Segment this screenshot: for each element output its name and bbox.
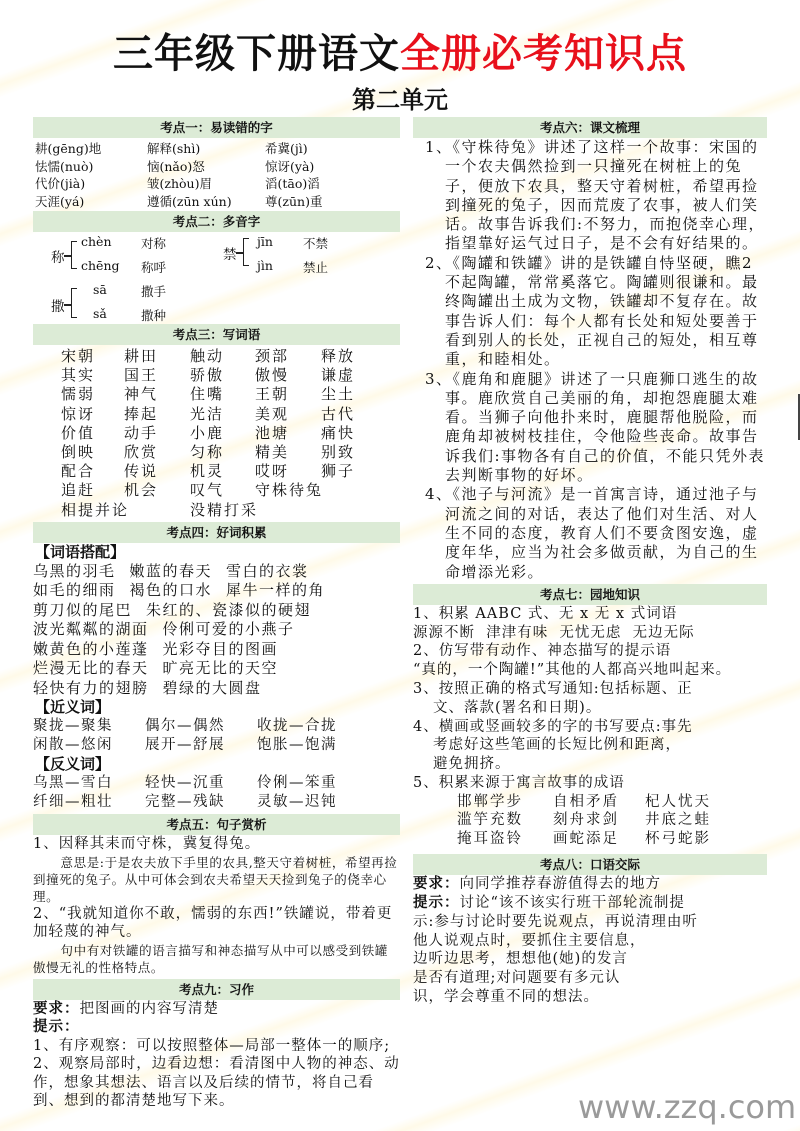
section-heading-3: 考点三：写词语: [33, 324, 400, 345]
sentence-1: 1、因释其耒而守株，冀复得兔。: [33, 836, 261, 853]
oral-tip-line: 边听边思考，想想他(她)的发言: [413, 951, 628, 968]
antonym-pair: 伶俐—笨重: [257, 775, 337, 792]
brace-icon: [71, 241, 77, 269]
garden-item-4-cont: 考虑好这些笔画的长短比例和距离，: [433, 737, 681, 754]
polyphone-word: 禁止: [303, 260, 329, 275]
word: 匀称: [190, 443, 225, 462]
word: 颈部: [255, 347, 290, 365]
garden-item-3-cont: 文、落款(署名和日期)。: [433, 699, 602, 716]
phrase-row: [33, 562, 400, 582]
tips-label: 提示：: [413, 894, 460, 912]
polyphone-word: 称呼: [141, 260, 167, 275]
section-heading-5: 考点五：句子赏析: [33, 814, 400, 835]
watermark: www.zzq.com: [578, 1088, 797, 1126]
word: 尘土: [321, 385, 356, 404]
word: 传说: [124, 462, 159, 481]
writing-tip-1: 1、有序观察：可以按照整体—局部一整体一的顺序;: [33, 1037, 391, 1054]
word: 捧起: [124, 404, 159, 423]
idiom: 邯郸学步: [457, 793, 523, 810]
phrase: 剪刀似的尾巴: [33, 600, 133, 619]
garden-item-3: 3、按照正确的格式写通知:包括标题、正: [413, 681, 693, 698]
phrase: 雪白的衣裳: [226, 561, 309, 580]
idiom: 画蛇添足: [553, 830, 619, 847]
phrase: 烂漫无比的春天: [33, 659, 149, 678]
polyphone-block: [33, 232, 400, 348]
polyphone-char: 撒: [51, 299, 65, 315]
word: 配合: [61, 462, 96, 481]
word: 神气: [124, 385, 159, 404]
polyphone-char: 禁: [223, 247, 237, 263]
brace-tick-icon: [64, 304, 71, 306]
oral-tip-line: 他人说观点时，要抓住主要信息，: [413, 932, 646, 949]
antonym-row: [33, 774, 400, 793]
pinyin-item: 解释(shì): [147, 141, 201, 156]
phrase: 乌黑的羽毛: [33, 561, 116, 580]
phrase: 伶俐可爱的小燕子: [162, 620, 295, 639]
title-red: 全册必考知识点: [400, 30, 687, 77]
item-number: 4、: [425, 485, 453, 504]
phrase: 褐色的口水: [129, 581, 213, 600]
phrase: 轻快有力的翅膀: [33, 678, 149, 697]
antonym-title: 【反义词】: [35, 755, 111, 774]
idiom-grid: [413, 793, 767, 849]
polyphone-word: 对称: [141, 236, 167, 251]
antonym-pair: 完整—残缺: [145, 794, 225, 811]
idiom: 自相矛盾: [553, 793, 619, 810]
synonym-pair: 展开—舒展: [145, 737, 225, 754]
synonym-pair: 闲散—悠闲: [33, 737, 113, 754]
word: 小鹿: [190, 423, 225, 442]
word: 住嘴: [190, 385, 225, 404]
phrase: 光彩夺目的图画: [162, 639, 279, 658]
item-text: 《鹿角和鹿腿》讲述了一只鹿狮口逃生的故事。鹿欣赏自己美丽的角，却抱怨鹿腿太难看。当狮子向他扑来时，鹿腿帮他脱险，而鹿角却被树枝挂住，令他险些丧命。故事告诉我们:事物各有自己的价值，不能只凭外表去判断事物的好坏。: [445, 369, 766, 485]
word: 守株待兔: [255, 481, 324, 500]
phrase: 碧绿的大圆盘: [162, 678, 262, 697]
word: 耕田: [124, 347, 159, 365]
pinyin-item: 怯懦(nuò): [35, 158, 94, 174]
polyphone-word: 撒种: [141, 308, 167, 323]
garden-item-1-words: 源源不断 津津有味 无忧无虑 无边无际: [413, 624, 695, 641]
synonym-pair: 偶尔—偶然: [145, 718, 225, 735]
garden-item-2: 2、仿写带有动作、神态描写的提示语: [413, 643, 672, 660]
garden-item-4-cont: 避免拥挤。: [433, 756, 511, 773]
sentence-2-explanation: 句中有对铁罐的语言描写和神态描写从中可以感受到铁罐傲慢无礼的性格特点。: [33, 942, 389, 975]
text-summary-item: [413, 138, 767, 254]
unit-subtitle: 第二单元: [352, 85, 448, 114]
brace-icon: [71, 288, 77, 318]
word: 池塘: [255, 423, 290, 442]
word: 痛快: [321, 423, 356, 442]
pinyin-item: 尊(zūn)重: [265, 193, 323, 209]
section-heading-6: 考点六：课文梳理: [413, 117, 767, 138]
word: 国王: [124, 366, 159, 385]
text-summary-item: [413, 485, 767, 581]
garden-item-2-example: “真的，一个陶罐!”其他的人都高兴地叫起来。: [413, 662, 732, 679]
section-heading-4: 考点四：好词积累: [33, 522, 400, 543]
word: 精美: [255, 443, 290, 462]
item-text: 《池子与河流》是一首寓言诗，通过池子与河流之间的对话，表达了他们对生活、对人生不同的态度，教育人们不要贪图安逸，虚度年华，应当为社会多做贡献，为自己的生命增添光彩。: [445, 485, 759, 581]
polyphone-pinyin: chèn: [81, 234, 112, 249]
word: 释放: [321, 347, 356, 365]
section-heading-7: 考点七：园地知识: [413, 584, 767, 605]
antonym-pair: 乌黑—雪白: [33, 775, 113, 792]
item-text: 《守株待兔》讲述了这样一个故事：宋国的一个农夫偶然捡到一只撞死在树桩上的兔子，便放下农具，整天守着树桩，希望再捡到撞死的兔子，因而荒废了农事，被人们笑话。故事告诉我们:不努力，而抱侥幸心理，指望靠好运气过日子，是不会有好结果的。: [445, 138, 766, 253]
item-number: 3、: [425, 369, 453, 388]
polyphone-pinyin: sǎ: [93, 306, 107, 321]
polyphone-char: 称: [51, 250, 65, 266]
section-heading-2: 考点二：多音字: [33, 211, 400, 232]
sentence-2: 2、“我就知道你不敢，懦弱的东西!”铁罐说，带着更加轻蔑的神气。: [33, 905, 393, 941]
phrase-row: [33, 659, 400, 679]
antonym-row: [33, 793, 400, 812]
garden-item-5: 5、积累来源于寓言故事的成语: [413, 775, 625, 791]
section-heading-1: 考点一：易读错的字: [33, 117, 400, 138]
word: 骄傲: [190, 366, 225, 385]
idiom: 杯弓蛇影: [645, 830, 711, 847]
oral-requirement: [413, 875, 767, 894]
word: 谦虚: [321, 366, 356, 385]
oral-tip-line: 是否有道理;对问题要有多元认: [413, 970, 621, 987]
text-summary-item: [413, 254, 767, 370]
pinyin-item: 耕(gēng)地: [35, 141, 102, 156]
left-column: [33, 117, 400, 1111]
word: 美观: [255, 404, 290, 423]
word: 触动: [190, 347, 225, 365]
polyphone-pinyin: chēng: [81, 258, 120, 273]
antonym-pair: 纤细—粗壮: [33, 794, 113, 811]
idiom: 滥竽充数: [457, 812, 523, 829]
pinyin-item: 天涯(yá): [35, 193, 85, 209]
polyphone-word: 撒手: [141, 284, 167, 299]
synonym-row: [33, 736, 400, 755]
word: 别致: [321, 443, 356, 462]
phrase-row: [33, 620, 400, 640]
garden-item-1: 1、积累 AABC 式、无 x 无 x 式词语: [413, 605, 678, 622]
pinyin-item: 滔(tāo)滔: [265, 176, 320, 191]
section-heading-8: 考点八：口语交际: [413, 854, 767, 875]
requirement-label: 要求：: [413, 875, 460, 893]
synonym-title: 【近义词】: [35, 698, 111, 717]
idiom: 掩耳盗铃: [457, 830, 523, 847]
collocation-title: 【词语搭配】: [35, 542, 126, 561]
idiom: 刻舟求剑: [553, 812, 619, 829]
word: 叹气: [190, 481, 225, 500]
pinyin-item: 遵循(zūn xún): [147, 193, 232, 209]
tips-label: 提示：: [33, 1018, 80, 1036]
pinyin-item: 惊讶(yà): [265, 158, 315, 174]
polyphone-pinyin: jīn: [257, 234, 273, 249]
antonym-pair: 轻快—沉重: [145, 775, 225, 792]
requirement-label: 要求：: [33, 999, 80, 1017]
word: 古代: [321, 404, 356, 423]
polyphone-pinyin: jìn: [257, 258, 273, 273]
word: 哎呀: [255, 462, 290, 481]
requirement-text: 把图画的内容写清楚: [79, 1000, 219, 1017]
phrase: 波光粼粼的湖面: [33, 620, 149, 639]
pinyin-item: 代价(jià): [35, 176, 86, 191]
word: 惊讶: [61, 404, 96, 423]
phrase: 嫩黄色的小莲蓬: [33, 639, 149, 658]
word: 其实: [61, 366, 96, 385]
phrase: 旷亮无比的天空: [162, 659, 279, 678]
polyphone-word: 不禁: [303, 236, 329, 251]
word: 王朝: [255, 385, 290, 404]
item-number: 2、: [425, 253, 453, 272]
pinyin-list: [33, 138, 400, 211]
brace-tick-icon: [236, 252, 243, 254]
title-black: 三年级下册语文: [113, 30, 400, 77]
text-summary-item: [413, 370, 767, 486]
phrase-row: [33, 640, 400, 660]
word: 动手: [124, 423, 159, 442]
phrase-row: [33, 601, 400, 621]
word: 傲慢: [255, 366, 290, 385]
synonym-pair: 聚拢—聚集: [33, 718, 113, 735]
synonym-pair: 饱胀—饱满: [257, 737, 337, 754]
tip-text: 讨论“该不该实行班干部轮流制提: [459, 895, 685, 912]
brace-tick-icon: [64, 255, 71, 257]
section-heading-9: 考点九：习作: [33, 979, 400, 1000]
word: 光洁: [190, 404, 225, 423]
word-grid: [33, 345, 400, 520]
requirement-text: 向同学推荐春游值得去的地方: [459, 876, 661, 893]
oral-tip-line: 示:参与讨论时要先说观点，再说清理由听: [413, 913, 698, 930]
idiom: 井底之蛙: [645, 812, 711, 829]
pinyin-item: 希冀(jì): [265, 141, 308, 156]
word: 狮子: [321, 462, 356, 481]
word: 欣赏: [124, 443, 159, 462]
word: 懦弱: [61, 385, 96, 404]
synonym-row: [33, 717, 400, 736]
phrase-row: [33, 679, 400, 699]
right-column: [413, 117, 767, 1007]
word: 机会: [124, 481, 159, 500]
polyphone-pinyin: sā: [93, 282, 107, 297]
pinyin-item: 恼(nǎo)怒: [147, 158, 205, 174]
phrase: 嫩蓝的春天: [129, 561, 213, 580]
idiom: 杞人忧天: [645, 793, 711, 810]
word: 追赶: [61, 481, 96, 500]
word: 倒映: [61, 443, 96, 462]
phrase: 朱红的、瓷漆似的硬翅: [146, 600, 312, 619]
item-text: 《陶罐和铁罐》讲的是铁罐自恃坚硬，瞧2不起陶罐，常常奚落它。陶罐则很谦和。最终陶罐出土成为文物，铁罐却不复存在。故事告诉人们：每个人都有长处和短处要善于看到别人的长处，正视自己的短处，相互尊重，和睦相处。: [445, 253, 759, 369]
pinyin-item: 皱(zhòu)眉: [147, 176, 212, 191]
word: 没精打采: [190, 500, 259, 519]
phrase: 犀牛一样的角: [226, 581, 326, 600]
antonym-pair: 灵敏—迟钝: [257, 794, 337, 811]
writing-requirement: [33, 1000, 400, 1019]
page-title: [0, 22, 800, 79]
oral-tip: [413, 894, 767, 913]
word: 相提并论: [61, 500, 130, 519]
phrase-row: [33, 581, 400, 601]
brace-icon: [243, 238, 249, 266]
oral-tip-line: 识，学会尊重不同的想法。: [413, 989, 599, 1006]
sentence-1-explanation: 意思是:于是农夫放下手里的农具,整天守着树桩，希望再捡到撞死的兔子。从中可体会到农夫希望天天捡到兔子的侥幸心理。: [33, 854, 398, 904]
writing-tip-2: 2、观察局部时，边看边想：看清图中人物的神态、动作，想象其想法、语言以及后续的情节，将自己看到、想到的都清楚地写下来。: [33, 1056, 400, 1110]
word: 宋朝: [61, 347, 96, 365]
garden-item-4: 4、横画或竖画较多的字的书写要点:事先: [413, 718, 693, 735]
phrase: 如毛的细雨: [33, 581, 116, 600]
word: 机灵: [190, 462, 225, 481]
item-number: 1、: [425, 138, 453, 156]
synonym-pair: 收拢—合拢: [257, 718, 337, 735]
word: 价值: [61, 423, 96, 442]
